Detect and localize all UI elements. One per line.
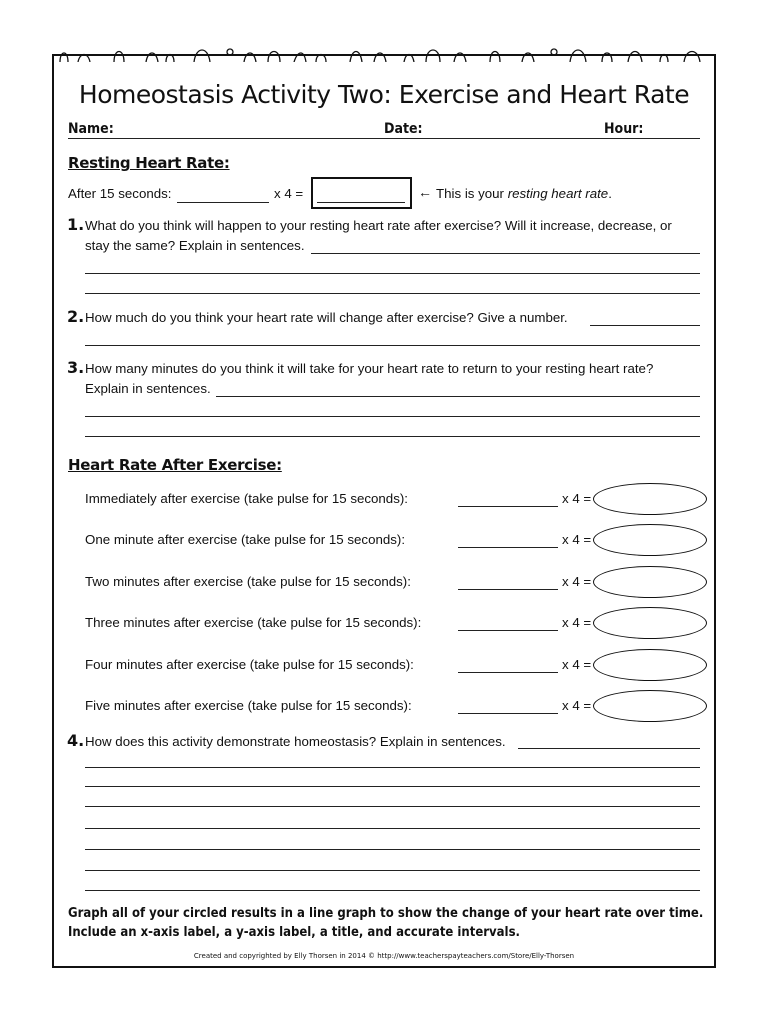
times-four: x 4 =: [562, 491, 592, 506]
times-four: x 4 =: [562, 698, 592, 713]
result-oval[interactable]: [593, 524, 707, 556]
times-four: x 4 =: [562, 615, 592, 630]
answer-line[interactable]: [85, 806, 700, 807]
question-1-line-1: What do you think will happen to your resting heart rate after exercise? Will it increase, decrease, or: [85, 218, 672, 233]
exercise-row-label: Immediately after exercise (take pulse for 15 seconds):: [85, 491, 408, 506]
answer-line[interactable]: [85, 786, 700, 787]
after-exercise-heading: Heart Rate After Exercise:: [68, 456, 282, 474]
graph-instructions: Graph all of your circled results in a line graph to show the change of your heart rate over time. Include an x-axis label, a y-axis label, a title, and accurate intervals.: [68, 906, 704, 940]
answer-line[interactable]: [311, 253, 700, 254]
question-1-line-2: stay the same? Explain in sentences.: [85, 238, 305, 253]
answer-line[interactable]: [518, 748, 700, 749]
pulse-count-blank[interactable]: [458, 547, 558, 548]
answer-line[interactable]: [85, 870, 700, 871]
copyright-notice: Created and copyrighted by Elly Thorsen in 2014 © http://www.teacherspayteachers.com/Store/Elly-Thorsen: [193, 952, 575, 960]
answer-line[interactable]: [216, 396, 700, 397]
name-label: Name:: [68, 121, 114, 137]
times-four: x 4 =: [562, 574, 592, 589]
result-oval[interactable]: [593, 649, 707, 681]
answer-line[interactable]: [85, 767, 700, 768]
hour-label: Hour:: [604, 121, 644, 137]
page-title: Homeostasis Activity Two: Exercise and Heart Rate: [78, 80, 690, 109]
answer-line[interactable]: [85, 293, 700, 294]
answer-line[interactable]: [85, 273, 700, 274]
question-2-line-1: How much do you think your heart rate will change after exercise? Give a number.: [85, 310, 568, 325]
resting-times-four: x 4 =: [274, 186, 304, 201]
resting-result-box[interactable]: [311, 177, 412, 209]
pulse-count-blank[interactable]: [458, 630, 558, 631]
arrow-left-icon: ←: [418, 184, 432, 200]
date-label: Date:: [384, 121, 423, 137]
answer-line[interactable]: [590, 325, 700, 326]
question-4-number: 4.: [67, 731, 85, 750]
question-2-number: 2.: [67, 307, 85, 326]
exercise-row-label: Five minutes after exercise (take pulse for 15 seconds):: [85, 698, 412, 713]
after-15-label: After 15 seconds:: [68, 186, 172, 201]
answer-line[interactable]: [85, 345, 700, 346]
exercise-row-label: Three minutes after exercise (take pulse for 15 seconds):: [85, 615, 422, 630]
resting-heading: Resting Heart Rate:: [68, 154, 230, 172]
exercise-row-label: Four minutes after exercise (take pulse for 15 seconds):: [85, 657, 414, 672]
resting-note: [436, 186, 612, 201]
exercise-row-label: Two minutes after exercise (take pulse for 15 seconds):: [85, 574, 411, 589]
question-3-line-2: Explain in sentences.: [85, 381, 211, 396]
answer-line[interactable]: [85, 849, 700, 850]
pulse-count-blank[interactable]: [458, 713, 558, 714]
times-four: x 4 =: [562, 532, 592, 547]
answer-line[interactable]: [85, 436, 700, 437]
answer-line[interactable]: [85, 828, 700, 829]
question-4-line-1: How does this activity demonstrate homeostasis? Explain in sentences.: [85, 734, 506, 749]
pulse-count-blank[interactable]: [458, 506, 558, 507]
exercise-row-label: One minute after exercise (take pulse for 15 seconds):: [85, 532, 406, 547]
answer-line[interactable]: [85, 890, 700, 891]
resting-note-emphasis: resting heart rate: [507, 186, 609, 201]
resting-note-prefix: This is your: [436, 186, 504, 201]
resting-result-blank: [317, 202, 405, 203]
result-oval[interactable]: [593, 690, 707, 722]
header-line: [68, 138, 700, 139]
answer-line[interactable]: [85, 416, 700, 417]
pulse-count-blank[interactable]: [458, 672, 558, 673]
resting-note-suffix: .: [608, 186, 612, 201]
resting-count-blank[interactable]: [177, 202, 269, 203]
question-3-number: 3.: [67, 358, 85, 377]
question-3-line-1: How many minutes do you think it will take for your heart rate to return to your resting heart rate?: [85, 361, 654, 376]
pulse-count-blank[interactable]: [458, 589, 558, 590]
result-oval[interactable]: [593, 483, 707, 515]
times-four: x 4 =: [562, 657, 592, 672]
question-1-number: 1.: [67, 215, 85, 234]
result-oval[interactable]: [593, 607, 707, 639]
result-oval[interactable]: [593, 566, 707, 598]
